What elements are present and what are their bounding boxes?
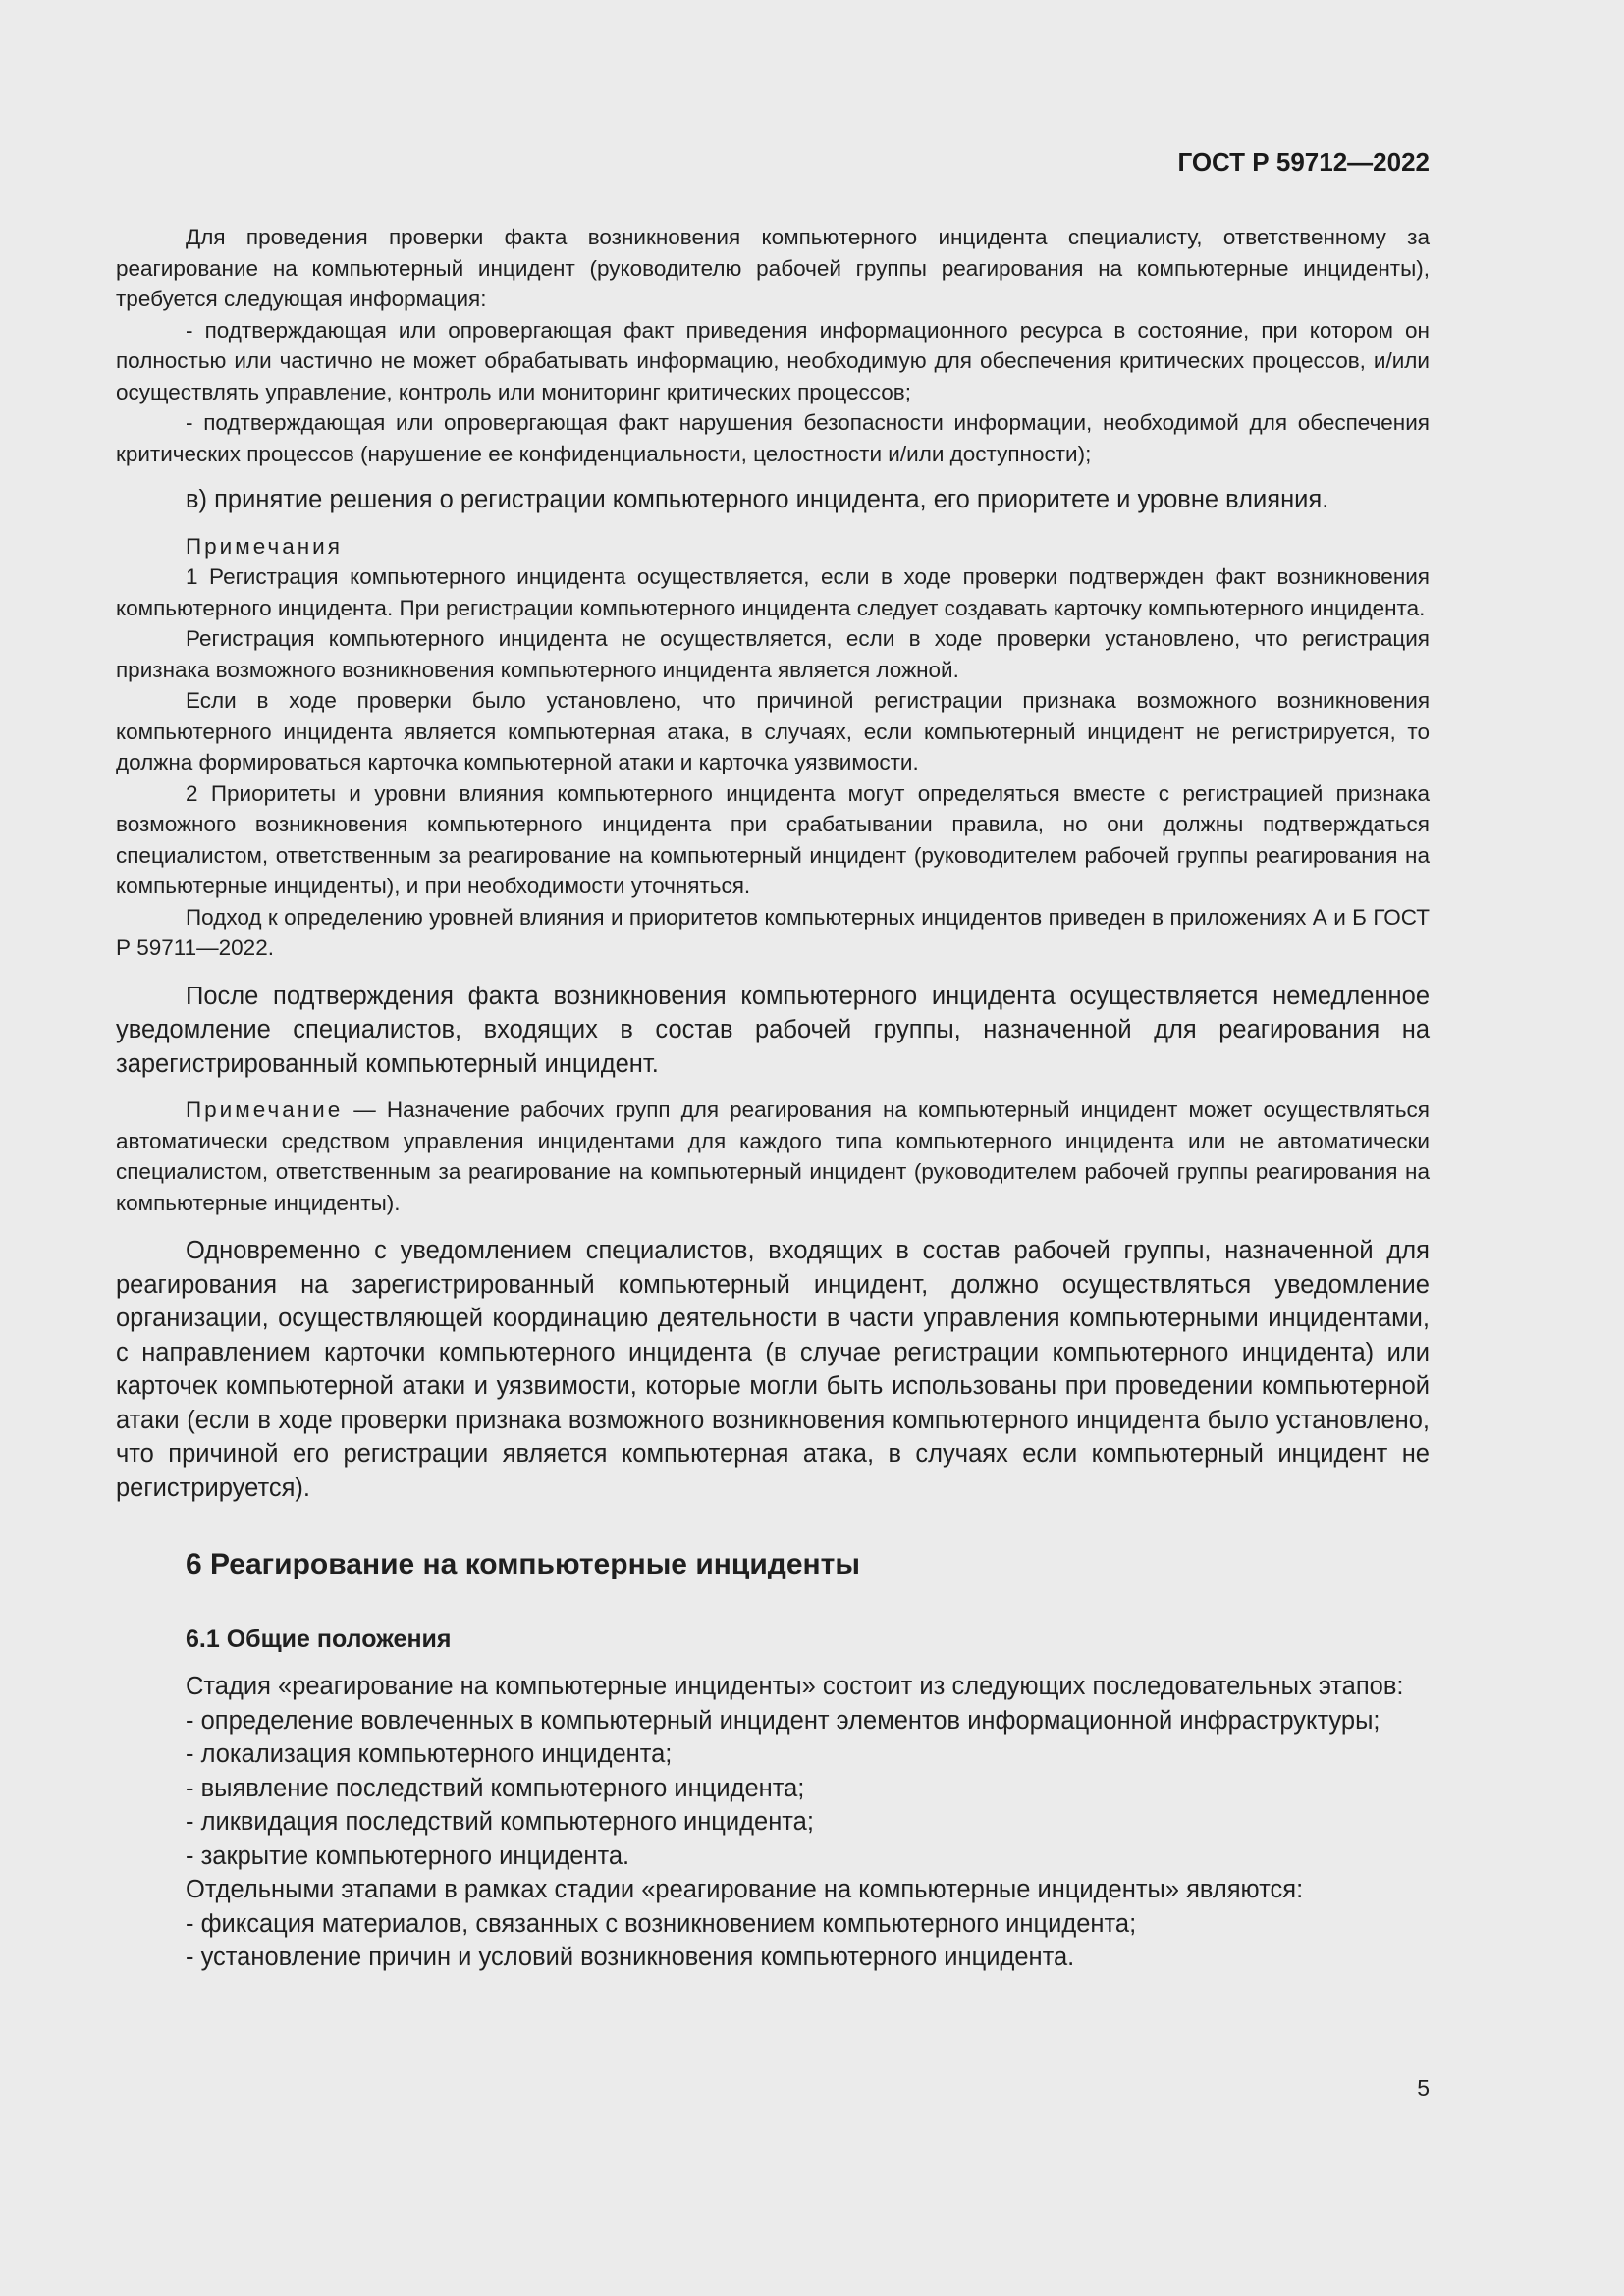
notes-title: Примечания <box>186 533 343 559</box>
section-heading: 6 Реагирование на компьютерные инциденты <box>186 1548 860 1580</box>
note-paragraph: Подход к определению уровней влияния и приоритетов компьютерных инцидентов приведен в приложениях А и Б ГОСТ Р 59711—2022. <box>116 904 1430 960</box>
list-item: - определение вовлеченных в компьютерный инцидент элементов информационной инфраструктуры; <box>186 1706 1380 1735</box>
list-item: - ликвидация последствий компьютерного инцидента; <box>186 1808 814 1836</box>
note-text: — Назначение рабочих групп для реагирования на компьютерный инцидент может осуществляться автоматически средством управления инцидентами для каждого типа компьютерного инцидента или не автоматически специалистом, ответственным за реагирование на компьютерный инцидент (руководителем рабочей группы реагирования на компьютерные инциденты). <box>116 1097 1430 1215</box>
list-item: - выявление последствий компьютерного инцидента; <box>186 1774 805 1802</box>
intro-list-item: - подтверждающая или опровергающая факт нарушения безопасности информации, необходимой для обеспечения критических процессов (нарушение ее конфиденциальности, целостности и/или доступности); <box>116 410 1430 466</box>
page-content <box>116 222 1430 1975</box>
intro-list-item: - подтверждающая или опровергающая факт приведения информационного ресурса в состояние, при котором он полностью или частично не может обрабатывать информацию, необходимую для обеспечения критических процессов, и/или осуществлять управление, контроль или мониторинг критических процессов; <box>116 317 1430 404</box>
body-paragraph: После подтверждения факта возникновения компьютерного инцидента осуществляется немедленное уведомление специалистов, входящих в состав рабочей группы, назначенной для реагирования на зарегистрированный компьютерный инцидент. <box>116 982 1430 1078</box>
intro-paragraph: Для проведения проверки факта возникновения компьютерного инцидента специалисту, ответственному за реагирование на компьютерный инцидент (руководителю рабочей группы реагирования на компьютерные инциденты), требуется следующая информация: <box>116 225 1430 311</box>
note-paragraph: Регистрация компьютерного инцидента не осуществляется, если в ходе проверки установлено, что регистрация признака возможного возникновения компьютерного инцидента является ложной. <box>116 626 1430 682</box>
page-number: 5 <box>1417 2075 1430 2101</box>
list-item: - закрытие компьютерного инцидента. <box>186 1842 630 1870</box>
list-item: - фиксация материалов, связанных с возникновением компьютерного инцидента; <box>186 1909 1137 1938</box>
list-item: - установление причин и условий возникновения компьютерного инцидента. <box>186 1944 1075 1971</box>
note-paragraph: Если в ходе проверки было установлено, что причиной регистрации признака возможного возникновения компьютерного инцидента является компьютерная атака, в случаях, если компьютерный инцидент не регистрируется, то должна формироваться карточка компьютерной атаки и карточка уязвимости. <box>116 688 1430 774</box>
note-paragraph: 1 Регистрация компьютерного инцидента осуществляется, если в ходе проверки подтвержден факт возникновения компьютерного инцидента. При регистрации компьютерного инцидента следует создавать карточку компьютерного инцидента. <box>116 564 1430 620</box>
note-label: Примечание <box>186 1097 344 1122</box>
document-code-header: ГОСТ Р 59712—2022 <box>1177 147 1430 177</box>
body-paragraph: Стадия «реагирование на компьютерные инциденты» состоит из следующих последовательных этапов: <box>186 1673 1404 1700</box>
body-paragraph: Отдельными этапами в рамках стадии «реагирование на компьютерные инциденты» являются: <box>186 1876 1304 1903</box>
subsection-heading: 6.1 Общие положения <box>186 1626 452 1653</box>
list-item: - локализация компьютерного инцидента; <box>186 1740 673 1768</box>
body-paragraph: Одновременно с уведомлением специалистов, входящих в состав рабочей группы, назначенной для реагирования на зарегистрированный компьютерный инцидент, должно осуществляться уведомление организации, осуществляющей координацию деятельности в части управления компьютерными инцидентами, с направлением карточки компьютерного инцидента (в случае регистрации компьютерного инцидента) или карточек компьютерной атаки и уязвимости, которые могли быть использованы при проведении компьютерной атаки (если в ходе проверки признака возможного возникновения компьютерного инцидента было установлено, что причиной его регистрации является компьютерная атака, в случаях если компьютерный инцидент не регистрируется). <box>116 1237 1430 1502</box>
note-paragraph: 2 Приоритеты и уровни влияния компьютерного инцидента могут определяться вместе с регистрацией признака возможного возникновения компьютерного инцидента при срабатывании правила, но они должны подтверждаться специалистом, ответственным за реагирование на компьютерный инцидент (руководителем рабочей группы реагирования на компьютерные инциденты), и при необходимости уточняться. <box>116 780 1430 898</box>
item-v: в) принятие решения о регистрации компьютерного инцидента, его приоритете и уровне влияния. <box>186 486 1329 513</box>
note-paragraph <box>116 1095 1430 1218</box>
